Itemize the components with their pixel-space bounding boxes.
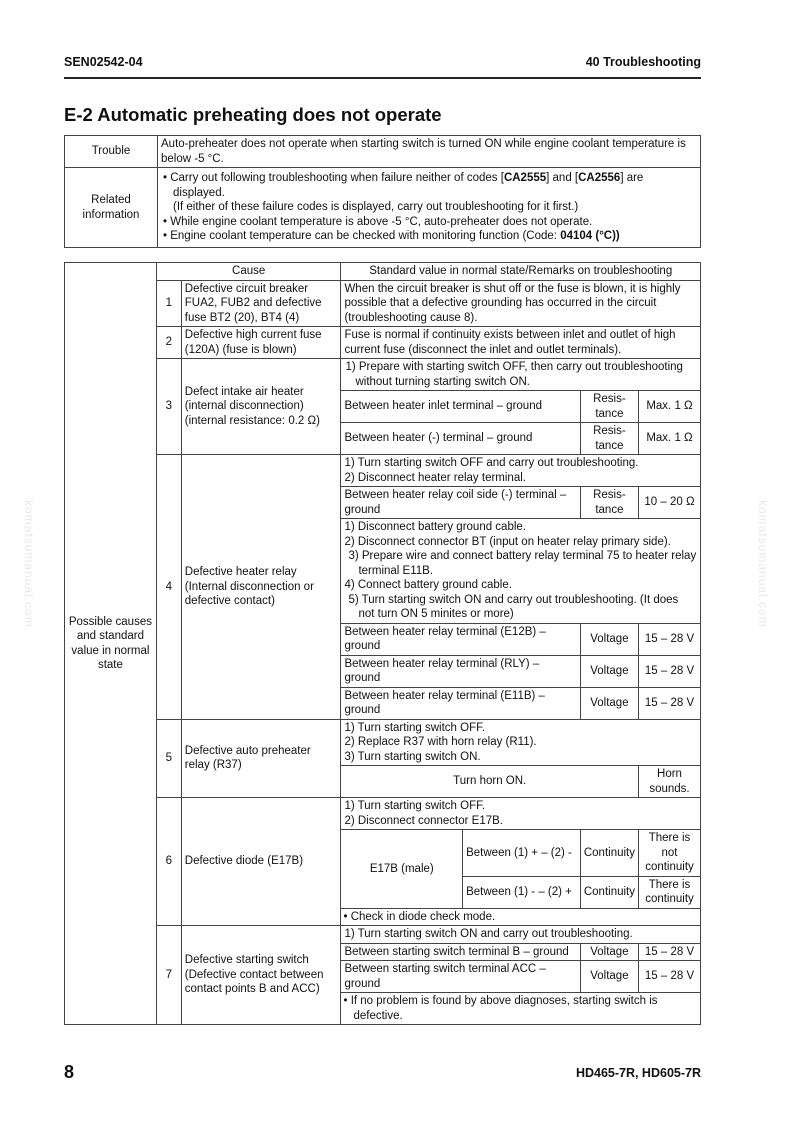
failure-code: CA2556 xyxy=(578,172,621,185)
page-header xyxy=(64,55,701,79)
col-cause: Cause xyxy=(156,263,341,281)
table-row: 5 Defective auto preheater relay (R37) 1) Turn starting switch OFF. 2) Replace R37 with horn relay (R11). 3) Turn starting switch ON. xyxy=(65,719,701,766)
section-title: 40 Troubleshooting xyxy=(585,55,701,69)
watermark: komatsumanual.com xyxy=(22,500,36,628)
step-text: 1) Prepare with starting switch OFF, then carry out troubleshooting without turning starting switch ON. xyxy=(341,359,701,391)
table-row: 3 Defect intake air heater (internal disconnection) (internal resistance: 0.2 Ω) 1) Prepare with starting switch OFF, then carry out troubleshooting without turning starting switch ON. xyxy=(65,359,701,391)
remark-text: Fuse is normal if continuity exists between inlet and outlet of high current fuse (disconnect the inlet and outlet terminals). xyxy=(341,327,701,359)
doc-id: SEN02542-04 xyxy=(64,55,143,69)
cause-text: Defective high current fuse (120A) (fuse is blown) xyxy=(181,327,341,359)
cause-text: Defective heater relay (Internal disconnection or defective contact) xyxy=(181,455,341,720)
info-table xyxy=(64,135,701,248)
cause-text: Defective starting switch (Defective contact between contact points B and ACC) xyxy=(181,926,341,1025)
cause-text: Defective auto preheater relay (R37) xyxy=(181,719,341,798)
side-label: Possible causes and standard value in normal state xyxy=(65,263,157,1025)
failure-code: CA2555 xyxy=(503,172,547,185)
page-title: E-2 Automatic preheating does not operate xyxy=(64,104,442,125)
cause-text: Defective circuit breaker FUA2, FUB2 and defective fuse BT2 (20), BT4 (4) xyxy=(181,280,341,327)
cause-text: Defective diode (E17B) xyxy=(181,798,341,926)
model-name: HD465-7R, HD605-7R xyxy=(575,1066,701,1080)
col-standard: Standard value in normal state/Remarks on troubleshooting xyxy=(341,263,701,281)
trouble-text: Auto-preheater does not operate when starting switch is turned ON while engine coolant temperature is below -5 °C. xyxy=(158,136,701,168)
step-list: 1) Disconnect battery ground cable. 2) Disconnect connector BT (input on heater relay primary side). 3) Prepare wire and connect battery relay terminal 75 to heater relay terminal E11B. 4) Connect battery ground cable. 5) Turn starting switch ON and carry out troubleshooting. (It does not turn ON 5 minites or more) xyxy=(341,519,701,624)
causes-table: Possible causes and standard value in normal state Cause Standard value in normal state/Remarks on troubleshooting 1 Defective circuit breaker FUA2, FUB2 and defective fuse BT2 (20), BT4 (4) When the circuit breaker is shut off or the fuse is blown, it is highly possible that a defective grounding has occurred in the circuit (troubleshooting cause 8). 2 Defective high current fuse (120A) (fuse is blown) Fuse is normal if continuity exists between inlet and outlet of high current fuse (disconnect the inlet and outlet terminals). 3 Defect intake air heater (internal disconnection) (internal resistance: 0.2 Ω) 1) Prepare with starting switch OFF, then carry out troubleshooting without turning starting switch ON. Between heater inlet terminal – ground Resis-tance Max. 1 Ω Between heater (-) terminal – ground Resis-tance Max. 1 Ω 4 Defective heater relay (Internal disconnection or defective contact) 1) Turn starting switch OFF and carry out troubleshooting. 2) Disconnect heater relay terminal. Between heater relay coil side (-) terminal – ground Resis-tance 10 – 20 Ω 1) Disconnect battery ground cable. 2) Disconnect connector BT (input on heater relay primary side). 3) Prepare wire and connect battery relay terminal 75 to heater relay terminal E11B. 4) Connect battery ground cable. 5) Turn starting switch ON and carry out troubleshooting. (It does not turn ON 5 minites or more) Between heater relay terminal (E12B) – ground Voltage 15 – 28 V Between heater relay terminal (RLY) – ground Voltage 15 – 28 V Between heater relay terminal (E11B) – ground Voltage 15 – 28 V 5 Defective auto preheater relay (R37) 1) Turn starting switch OFF. 2) Replace R37 with horn relay (R11). 3) Turn starting switch ON. Turn horn ON. Horn sounds. 6 Defective diode (E17B) 1) Turn starting switch OFF. 2) Disconnect connector E17B. E17B (male) Between (1) + – (2) - Continuity There is not continuity Between (1) - – (2) + Continuity There is continuity • Check in diode check mode. 7 Defective starting switch (Defective contact between contact points B and ACC) 1) Turn starting switch ON and carry out troubleshooting. Between starting switch terminal B – ground Voltage 15 – 28 V Between starting switch terminal ACC – ground Voltage 15 – 28 V • If no problem is found by above diagnoses, starting switch is defective. xyxy=(64,262,701,1025)
remark-text: When the circuit breaker is shut off or the fuse is blown, it is highly possible that a defective grounding has occurred in the circuit (troubleshooting cause 8). xyxy=(341,280,701,327)
cause-text: Defect intake air heater (internal disconnection) (internal resistance: 0.2 Ω) xyxy=(181,359,341,455)
page-number: 8 xyxy=(64,1062,75,1082)
table-row: 4 Defective heater relay (Internal disconnection or defective contact) 1) Turn starting switch OFF and carry out troubleshooting. 2) Disconnect heater relay terminal. xyxy=(65,455,701,487)
trouble-label: Trouble xyxy=(65,136,158,168)
table-row: 6 Defective diode (E17B) 1) Turn starting switch OFF. 2) Disconnect connector E17B. xyxy=(65,798,701,830)
table-row: 2 Defective high current fuse (120A) (fuse is blown) Fuse is normal if continuity exists between inlet and outlet of high current fuse (disconnect the inlet and outlet terminals). xyxy=(65,327,701,359)
related-info: • Carry out following troubleshooting when failure neither of codes [CA2555] and [CA2556] are displayed. (If either of these failure codes is displayed, carry out troubleshooting for it first.) • While engine coolant temperature is above -5 °C, auto-preheater does not operate. • Engine coolant temperature can be checked with monitoring function (Code: 04104 (°C)) xyxy=(158,168,701,248)
table-row: 7 Defective starting switch (Defective contact between contact points B and ACC) 1) Turn starting switch ON and carry out troubleshooting. xyxy=(65,926,701,944)
table-row: 1 Defective circuit breaker FUA2, FUB2 and defective fuse BT2 (20), BT4 (4) When the circuit breaker is shut off or the fuse is blown, it is highly possible that a defective grounding has occurred in the circuit (troubleshooting cause 8). xyxy=(65,280,701,327)
watermark: komatsumanual.com xyxy=(756,500,770,628)
related-label: Related information xyxy=(65,168,158,248)
